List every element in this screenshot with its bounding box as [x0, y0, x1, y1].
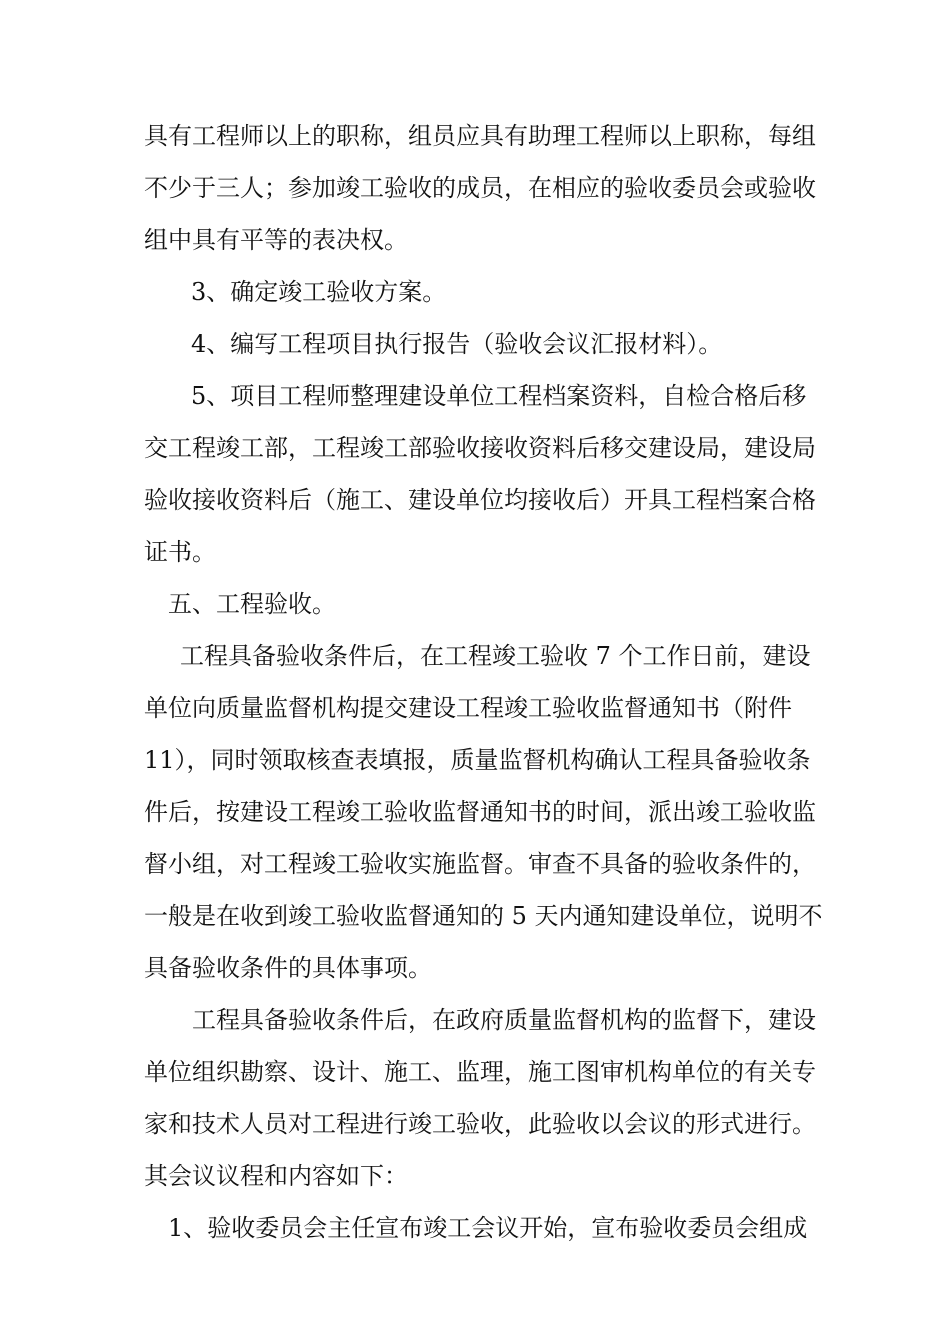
text-line: 单位组织勘察、设计、施工、监理，施工图审机构单位的有关专	[144, 1058, 816, 1086]
text-line: 家和技术人员对工程进行竣工验收，此验收以会议的形式进行。	[144, 1110, 816, 1138]
text-line: 11），同时领取核查表填报，质量监督机构确认工程具备验收条	[144, 746, 811, 774]
text-line: 单位向质量监督机构提交建设工程竣工验收监督通知书（附件	[144, 694, 792, 722]
text-line: 3、确定竣工验收方案。	[191, 278, 447, 306]
text-line: 其会议议程和内容如下：	[144, 1162, 408, 1190]
text-line: 验收接收资料后（施工、建设单位均接收后）开具工程档案合格	[144, 486, 816, 514]
text-line: 不少于三人；参加竣工验收的成员，在相应的验收委员会或验收	[144, 174, 816, 202]
text-line: 4、编写工程项目执行报告（验收会议汇报材料）。	[191, 330, 723, 358]
text-line: 1、验收委员会主任宣布竣工会议开始，宣布验收委员会组成	[168, 1214, 808, 1242]
text-line: 具有工程师以上的职称，组员应具有助理工程师以上职称，每组	[144, 122, 816, 150]
text-line: 具备验收条件的具体事项。	[144, 954, 432, 982]
text-line: 工程具备验收条件后，在政府质量监督机构的监督下，建设	[192, 1006, 816, 1034]
text-line: 工程具备验收条件后，在工程竣工验收 7 个工作日前，建设	[180, 642, 811, 670]
text-line: 证书。	[144, 538, 216, 566]
text-line: 一般是在收到竣工验收监督通知的 5 天内通知建设单位，说明不	[144, 902, 823, 930]
section-heading: 五、工程验收。	[168, 590, 336, 618]
text-line: 组中具有平等的表决权。	[144, 226, 408, 254]
text-line: 5、项目工程师整理建设单位工程档案资料，自检合格后移	[191, 382, 807, 410]
text-line: 督小组，对工程竣工验收实施监督。审查不具备的验收条件的，	[144, 850, 816, 878]
text-line: 交工程竣工部，工程竣工部验收接收资料后移交建设局，建设局	[144, 434, 816, 462]
text-line: 件后，按建设工程竣工验收监督通知书的时间，派出竣工验收监	[144, 798, 816, 826]
